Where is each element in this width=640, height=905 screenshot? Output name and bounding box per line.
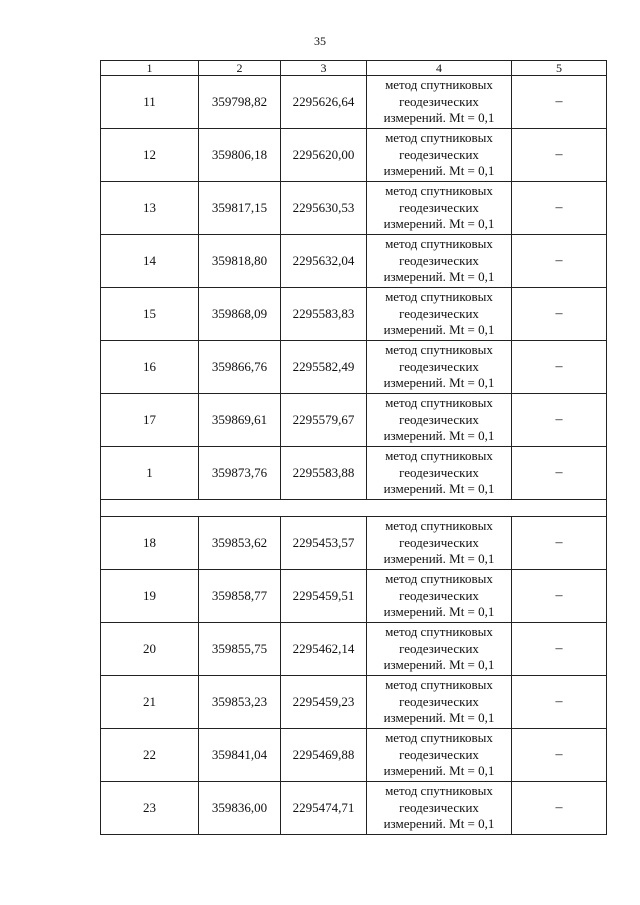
header-row <box>101 61 607 76</box>
table-row <box>101 76 607 129</box>
header-cell-4: 4 <box>367 61 512 76</box>
note-cell: – <box>512 676 607 729</box>
table-row <box>101 182 607 235</box>
y-coordinate-cell: 2295583,83 <box>281 288 367 341</box>
x-coordinate-cell: 359858,77 <box>199 570 281 623</box>
coordinates-table <box>100 60 607 835</box>
method-cell: метод спутниковых геодезических измерений. Mt = 0,1 <box>367 729 512 782</box>
x-coordinate-cell: 359868,09 <box>199 288 281 341</box>
y-coordinate-cell: 2295632,04 <box>281 235 367 288</box>
point-number-cell: 20 <box>101 623 199 676</box>
point-number-cell: 14 <box>101 235 199 288</box>
method-cell: метод спутниковых геодезических измерений. Mt = 0,1 <box>367 288 512 341</box>
y-coordinate-cell: 2295459,51 <box>281 570 367 623</box>
header-cell-1: 1 <box>101 61 199 76</box>
table-row <box>101 129 607 182</box>
method-cell: метод спутниковых геодезических измерений. Mt = 0,1 <box>367 517 512 570</box>
note-cell: – <box>512 76 607 129</box>
table-row <box>101 288 607 341</box>
x-coordinate-cell: 359855,75 <box>199 623 281 676</box>
table-row <box>101 341 607 394</box>
y-coordinate-cell: 2295583,88 <box>281 447 367 500</box>
note-cell: – <box>512 235 607 288</box>
table-row <box>101 676 607 729</box>
method-cell: метод спутниковых геодезических измерений. Mt = 0,1 <box>367 76 512 129</box>
x-coordinate-cell: 359836,00 <box>199 782 281 835</box>
note-cell: – <box>512 729 607 782</box>
method-cell: метод спутниковых геодезических измерений. Mt = 0,1 <box>367 782 512 835</box>
table-row <box>101 623 607 676</box>
point-number-cell: 19 <box>101 570 199 623</box>
group-separator-row <box>101 500 607 517</box>
y-coordinate-cell: 2295469,88 <box>281 729 367 782</box>
x-coordinate-cell: 359841,04 <box>199 729 281 782</box>
note-cell: – <box>512 517 607 570</box>
note-cell: – <box>512 182 607 235</box>
table-row <box>101 782 607 835</box>
point-number-cell: 18 <box>101 517 199 570</box>
separator-cell <box>101 500 607 517</box>
note-cell: – <box>512 129 607 182</box>
method-cell: метод спутниковых геодезических измерений. Mt = 0,1 <box>367 676 512 729</box>
y-coordinate-cell: 2295462,14 <box>281 623 367 676</box>
table-row <box>101 447 607 500</box>
y-coordinate-cell: 2295453,57 <box>281 517 367 570</box>
note-cell: – <box>512 570 607 623</box>
point-number-cell: 21 <box>101 676 199 729</box>
method-cell: метод спутниковых геодезических измерений. Mt = 0,1 <box>367 447 512 500</box>
x-coordinate-cell: 359866,76 <box>199 341 281 394</box>
method-cell: метод спутниковых геодезических измерений. Mt = 0,1 <box>367 623 512 676</box>
table-row <box>101 517 607 570</box>
x-coordinate-cell: 359873,76 <box>199 447 281 500</box>
note-cell: – <box>512 623 607 676</box>
table-row <box>101 570 607 623</box>
point-number-cell: 23 <box>101 782 199 835</box>
point-number-cell: 15 <box>101 288 199 341</box>
method-cell: метод спутниковых геодезических измерений. Mt = 0,1 <box>367 235 512 288</box>
note-cell: – <box>512 394 607 447</box>
table-row <box>101 235 607 288</box>
x-coordinate-cell: 359853,23 <box>199 676 281 729</box>
method-cell: метод спутниковых геодезических измерений. Mt = 0,1 <box>367 341 512 394</box>
table-row <box>101 394 607 447</box>
point-number-cell: 11 <box>101 76 199 129</box>
x-coordinate-cell: 359806,18 <box>199 129 281 182</box>
point-number-cell: 12 <box>101 129 199 182</box>
y-coordinate-cell: 2295474,71 <box>281 782 367 835</box>
page-number: 35 <box>314 34 326 48</box>
note-cell: – <box>512 288 607 341</box>
method-cell: метод спутниковых геодезических измерений. Mt = 0,1 <box>367 182 512 235</box>
point-number-cell: 17 <box>101 394 199 447</box>
note-cell: – <box>512 341 607 394</box>
y-coordinate-cell: 2295459,23 <box>281 676 367 729</box>
method-cell: метод спутниковых геодезических измерений. Mt = 0,1 <box>367 129 512 182</box>
method-cell: метод спутниковых геодезических измерений. Mt = 0,1 <box>367 570 512 623</box>
x-coordinate-cell: 359798,82 <box>199 76 281 129</box>
x-coordinate-cell: 359817,15 <box>199 182 281 235</box>
x-coordinate-cell: 359818,80 <box>199 235 281 288</box>
table-body <box>101 61 607 835</box>
y-coordinate-cell: 2295620,00 <box>281 129 367 182</box>
x-coordinate-cell: 359869,61 <box>199 394 281 447</box>
method-cell: метод спутниковых геодезических измерений. Mt = 0,1 <box>367 394 512 447</box>
x-coordinate-cell: 359853,62 <box>199 517 281 570</box>
header-cell-3: 3 <box>281 61 367 76</box>
point-number-cell: 16 <box>101 341 199 394</box>
note-cell: – <box>512 447 607 500</box>
y-coordinate-cell: 2295579,67 <box>281 394 367 447</box>
y-coordinate-cell: 2295626,64 <box>281 76 367 129</box>
point-number-cell: 1 <box>101 447 199 500</box>
header-cell-2: 2 <box>199 61 281 76</box>
y-coordinate-cell: 2295582,49 <box>281 341 367 394</box>
table-row <box>101 729 607 782</box>
point-number-cell: 13 <box>101 182 199 235</box>
y-coordinate-cell: 2295630,53 <box>281 182 367 235</box>
point-number-cell: 22 <box>101 729 199 782</box>
note-cell: – <box>512 782 607 835</box>
header-cell-5: 5 <box>512 61 607 76</box>
